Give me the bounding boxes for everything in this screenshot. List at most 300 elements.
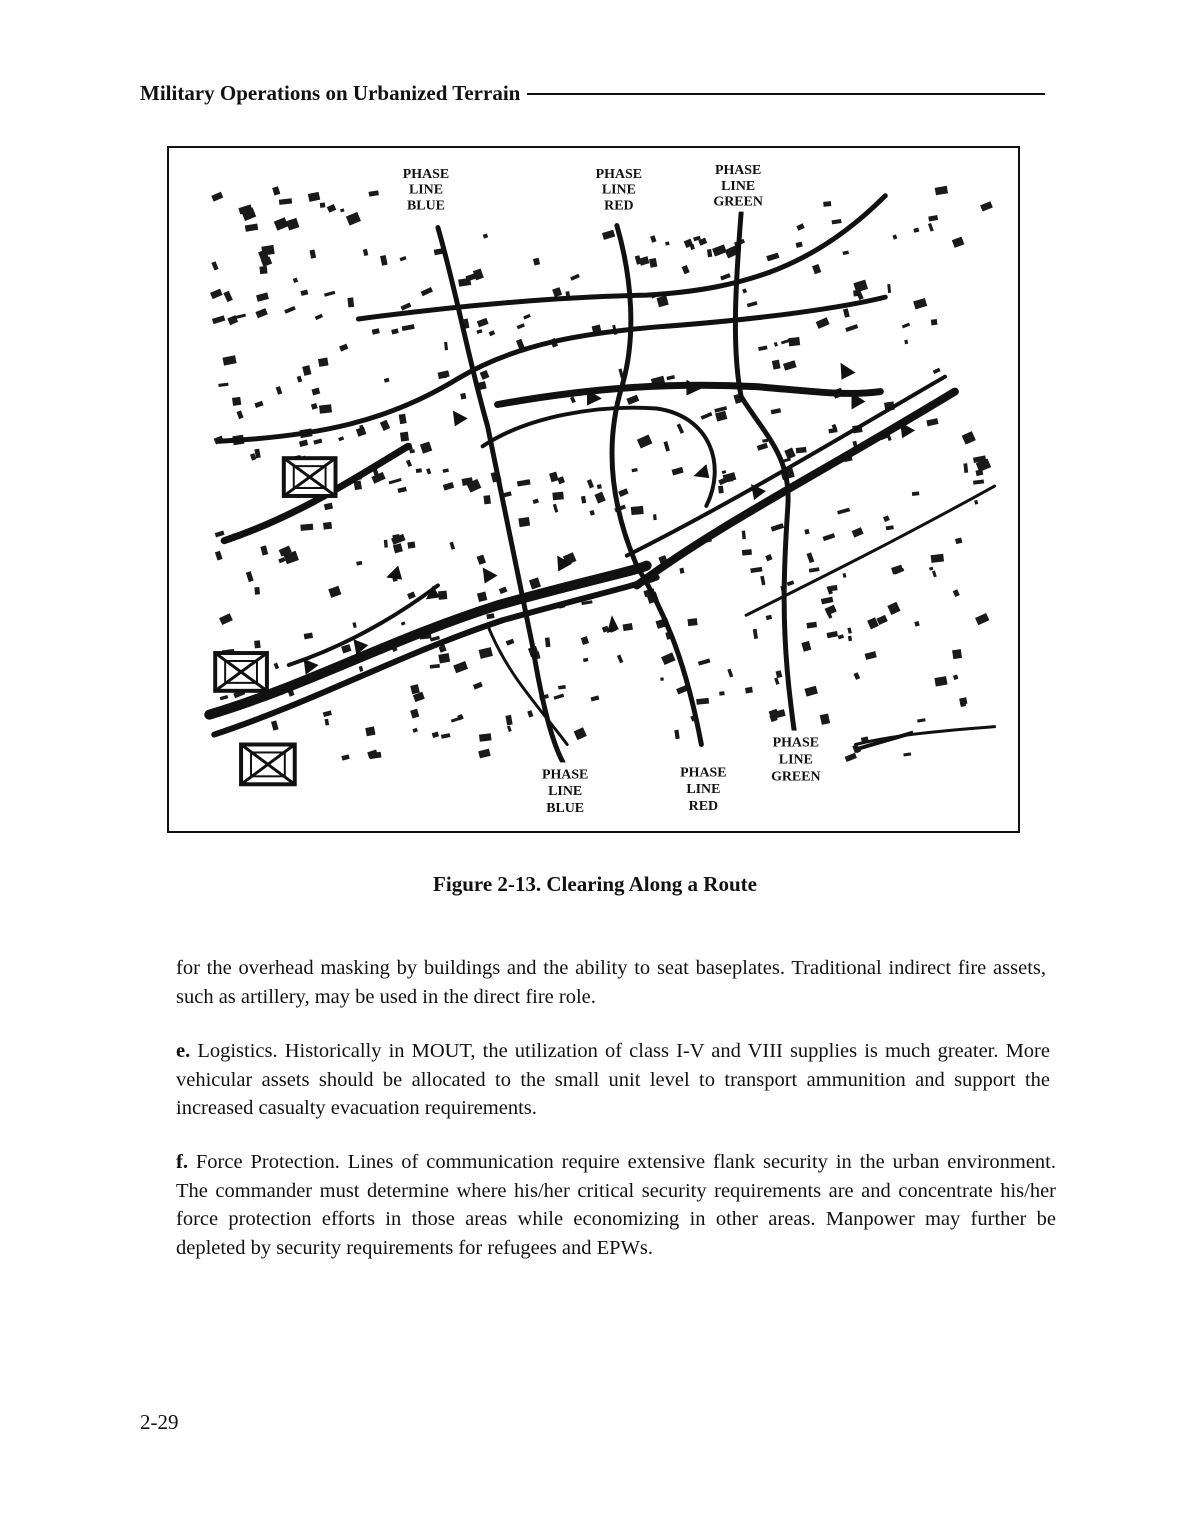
unit-symbol-1 [284, 458, 336, 496]
building [828, 428, 837, 433]
building [302, 365, 311, 376]
building [809, 567, 820, 572]
building [304, 633, 313, 640]
building [865, 651, 877, 660]
label-line-1: PHASE [714, 162, 762, 178]
urban-route-map [169, 148, 1018, 831]
building [574, 727, 587, 740]
building [806, 552, 814, 563]
building [517, 479, 531, 486]
building [712, 244, 727, 256]
building [545, 637, 551, 647]
header-rule [527, 93, 1045, 95]
building [218, 383, 228, 387]
building [211, 261, 218, 270]
label-line-3: GREEN [713, 194, 763, 210]
building [318, 358, 329, 367]
building [913, 298, 927, 309]
building [553, 504, 558, 513]
building [554, 694, 565, 700]
building [657, 295, 669, 307]
building [549, 472, 559, 483]
building [581, 496, 586, 504]
building [254, 401, 263, 408]
paragraph-logistics [176, 1037, 1050, 1123]
building [917, 718, 926, 722]
building [527, 710, 533, 717]
building [953, 675, 958, 680]
building [696, 698, 709, 705]
building [401, 621, 406, 625]
building [626, 395, 639, 405]
building [952, 237, 965, 248]
building [914, 621, 919, 627]
building [928, 215, 938, 221]
building [284, 306, 296, 314]
building [477, 318, 489, 328]
building [591, 695, 600, 701]
building [771, 523, 784, 531]
building [245, 223, 258, 231]
building [271, 720, 279, 730]
phase-label-bottom-green [762, 731, 832, 785]
building [698, 659, 711, 666]
building [715, 411, 727, 422]
building [407, 591, 416, 599]
building [219, 613, 233, 625]
building [583, 658, 588, 662]
label-line-3: GREEN [771, 769, 821, 785]
building [400, 302, 411, 310]
building [845, 753, 857, 762]
paragraph-marker: f. [176, 1151, 188, 1173]
building [758, 345, 767, 350]
phase-label-bottom-red [671, 760, 735, 814]
building [570, 396, 576, 403]
building [558, 685, 566, 689]
building [320, 202, 326, 207]
building [479, 647, 493, 659]
building [432, 732, 439, 739]
building [223, 291, 232, 302]
page-number: 2-29 [140, 1410, 179, 1434]
building [255, 308, 267, 318]
building [400, 432, 409, 442]
building [975, 613, 989, 625]
building [935, 186, 948, 196]
building [660, 677, 664, 681]
building [389, 478, 402, 484]
building [796, 447, 807, 453]
label-line-1: PHASE [772, 735, 820, 751]
building [393, 543, 403, 553]
building [256, 292, 269, 301]
building [300, 524, 313, 531]
building [766, 253, 779, 262]
building [903, 752, 911, 756]
building [887, 602, 900, 615]
building [804, 529, 809, 535]
label-line-1: PHASE [541, 767, 589, 783]
building [816, 317, 830, 329]
building [430, 664, 440, 669]
building [707, 249, 712, 257]
building [365, 726, 375, 736]
street-main-route [209, 566, 646, 715]
building [772, 360, 781, 370]
label-line-3: BLUE [546, 801, 585, 817]
building [902, 323, 910, 329]
building [853, 672, 860, 680]
building [663, 441, 669, 452]
building [973, 479, 984, 484]
label-line-1: PHASE [402, 166, 450, 182]
building [747, 301, 758, 307]
building [327, 204, 337, 213]
building [458, 278, 471, 287]
building [653, 514, 657, 520]
building [420, 442, 432, 454]
label-line-2: LINE [778, 752, 813, 768]
building [674, 730, 679, 740]
building [529, 577, 541, 589]
building [341, 754, 349, 760]
building [300, 290, 308, 296]
building [506, 639, 515, 646]
building [823, 533, 836, 541]
building [483, 234, 488, 239]
building [847, 627, 852, 633]
building [590, 510, 595, 516]
building [796, 242, 803, 248]
building [672, 467, 684, 476]
phase-label-top-blue [392, 164, 456, 216]
building [904, 340, 908, 345]
building [886, 525, 894, 530]
building [309, 249, 316, 258]
building [774, 677, 779, 684]
building [210, 289, 223, 299]
building [410, 709, 419, 719]
building [594, 492, 605, 504]
building [776, 670, 783, 678]
building [406, 460, 412, 467]
phase-line-blue [438, 228, 565, 767]
building [311, 403, 318, 410]
building [443, 482, 454, 491]
building [323, 522, 332, 530]
building [820, 713, 830, 724]
building [766, 615, 772, 620]
building [827, 631, 838, 638]
building [416, 468, 422, 473]
building [409, 449, 414, 453]
running-header [140, 78, 1045, 108]
building [272, 186, 280, 195]
building [931, 554, 944, 563]
building [980, 201, 993, 211]
building [557, 476, 565, 484]
building [931, 319, 938, 325]
building [505, 715, 512, 725]
building [623, 623, 633, 631]
building [340, 208, 344, 212]
building [842, 250, 849, 255]
building [727, 669, 733, 678]
building [635, 255, 642, 264]
building [260, 545, 268, 555]
building [750, 567, 762, 573]
building [581, 636, 589, 645]
building [369, 190, 379, 196]
building [319, 404, 332, 414]
building [460, 393, 466, 400]
building [426, 468, 431, 474]
building [602, 230, 615, 240]
paragraph-text: Logistics. Historically in MOUT, the utilization of class I-V and VIII supplies is much greater. More vehicular assets should be allocated to the small unit level to transport ammunition and support the increased casualty evacuation requirements. [176, 1040, 1050, 1119]
building [745, 687, 753, 694]
building [962, 431, 976, 445]
building [843, 573, 847, 578]
building [570, 274, 580, 281]
building [788, 337, 800, 346]
building [804, 686, 817, 697]
building [665, 241, 669, 245]
building [928, 223, 934, 232]
building [359, 666, 364, 672]
building [400, 256, 407, 261]
building [476, 329, 482, 334]
building [533, 258, 540, 266]
building [346, 212, 361, 226]
building [666, 375, 675, 380]
unit-symbol-3 [241, 745, 295, 785]
building [278, 557, 285, 563]
building [234, 314, 246, 320]
building [313, 439, 322, 445]
building [442, 468, 448, 473]
building [832, 219, 842, 224]
building [323, 710, 332, 717]
label-line-3: BLUE [407, 198, 445, 214]
building [618, 488, 629, 497]
building [407, 542, 415, 549]
building [211, 192, 223, 202]
label-line-3: RED [688, 799, 719, 815]
building [661, 652, 675, 665]
phase-label-top-green [704, 160, 776, 212]
building [597, 484, 602, 489]
building [929, 567, 933, 571]
building [477, 555, 486, 565]
building [934, 676, 947, 686]
building [274, 217, 289, 230]
building [701, 412, 713, 420]
building [397, 487, 406, 493]
building [720, 273, 731, 280]
building [347, 297, 354, 307]
building [268, 250, 273, 254]
street-center-loop [483, 408, 715, 506]
building [384, 540, 388, 548]
building [299, 440, 308, 447]
building [384, 378, 390, 383]
building [372, 328, 380, 334]
building [812, 264, 821, 274]
phase-label-bottom-blue [533, 762, 597, 816]
building [974, 500, 978, 505]
building [477, 592, 487, 602]
figure-map-frame [167, 146, 1020, 833]
building [274, 663, 280, 670]
unit-symbol-2 [215, 653, 267, 691]
building [753, 629, 758, 639]
building [473, 682, 483, 690]
building [212, 315, 225, 324]
building [650, 235, 656, 243]
building [489, 330, 496, 336]
paragraph-marker: e. [176, 1040, 191, 1062]
building [801, 641, 811, 652]
building [453, 661, 468, 673]
building [649, 258, 657, 268]
building [523, 314, 531, 320]
building [837, 508, 850, 515]
building [718, 486, 724, 494]
building [682, 265, 690, 274]
header-title: Military Operations on Urbanized Terrain [140, 80, 521, 105]
building [876, 615, 887, 625]
building [311, 388, 320, 396]
building [757, 443, 768, 451]
building [952, 649, 962, 659]
building [742, 549, 752, 555]
building [587, 479, 594, 488]
building [722, 470, 727, 474]
figure-caption: Figure 2-13. Clearing Along a Route [433, 872, 757, 896]
building [848, 636, 852, 642]
building [325, 719, 330, 726]
building [444, 342, 448, 351]
building [825, 605, 837, 616]
building [499, 586, 508, 594]
building [821, 597, 834, 605]
building [315, 314, 323, 320]
building [308, 192, 320, 202]
building [533, 499, 539, 504]
label-line-2: LINE [686, 782, 721, 798]
building [677, 423, 684, 433]
building [552, 287, 562, 297]
building [449, 542, 455, 550]
building [356, 561, 362, 566]
building [932, 570, 937, 577]
phase-label-top-red [587, 164, 651, 216]
paragraph-text: Force Protection. Lines of communication require extensive flank security in the urban environment. The commander must determine where his/her critical security requirements are and concentrate his/her force protection efforts in those areas while economizing in other areas. Manpower may further be depleted by security requirements for refugees and EPWs. [176, 1151, 1056, 1259]
building [953, 589, 960, 597]
building [823, 201, 831, 207]
building [913, 228, 919, 233]
building [760, 576, 765, 586]
label-line-1: PHASE [680, 765, 727, 781]
building [765, 554, 772, 561]
building [883, 515, 890, 522]
phase-line-red [612, 226, 701, 745]
building [631, 506, 644, 515]
building [806, 622, 817, 629]
building [339, 344, 348, 352]
building [963, 463, 968, 473]
building [297, 376, 303, 383]
building [887, 284, 891, 293]
street-east-diagonal-1 [637, 392, 955, 586]
building [399, 414, 407, 424]
building [783, 360, 797, 370]
paragraph-continuation [176, 954, 1046, 1011]
building [955, 538, 962, 545]
building [352, 622, 356, 628]
building [637, 434, 653, 448]
building [246, 571, 254, 582]
building [518, 517, 530, 527]
building [276, 386, 283, 395]
building [391, 328, 399, 334]
paragraph-text: for the overhead masking by buildings and the ability to seat baseplates. Traditional indirect fire assets, such as artillery, may be used in the direct fire role. [176, 957, 1046, 1008]
building [933, 368, 941, 374]
building [441, 733, 451, 739]
building [438, 653, 450, 663]
building [486, 613, 494, 619]
label-line-1: PHASE [595, 166, 643, 182]
building [338, 436, 344, 441]
building [254, 587, 260, 595]
label-line-2: LINE [548, 784, 583, 800]
building [438, 591, 447, 600]
street-south-spur [488, 625, 568, 744]
building [324, 503, 333, 511]
building [552, 492, 564, 501]
building [412, 728, 418, 733]
building [617, 654, 623, 663]
building [363, 249, 368, 256]
building [478, 749, 490, 759]
building [838, 634, 844, 639]
building [259, 266, 267, 274]
label-line-2: LINE [601, 182, 636, 198]
building [742, 531, 746, 540]
building [324, 291, 335, 297]
building [517, 323, 525, 329]
paragraph-force-protection [176, 1148, 1056, 1262]
building [232, 397, 241, 406]
building [328, 586, 341, 598]
building [926, 418, 938, 426]
building [215, 551, 223, 561]
building [742, 288, 747, 293]
building [402, 324, 415, 331]
building [507, 725, 512, 732]
building [236, 410, 243, 419]
label-line-3: RED [604, 198, 634, 214]
label-line-2: LINE [408, 182, 443, 198]
building [421, 287, 433, 296]
building [892, 234, 897, 239]
building [845, 324, 858, 332]
building [975, 469, 983, 476]
building [719, 691, 725, 695]
building [831, 585, 838, 591]
building [279, 198, 292, 205]
